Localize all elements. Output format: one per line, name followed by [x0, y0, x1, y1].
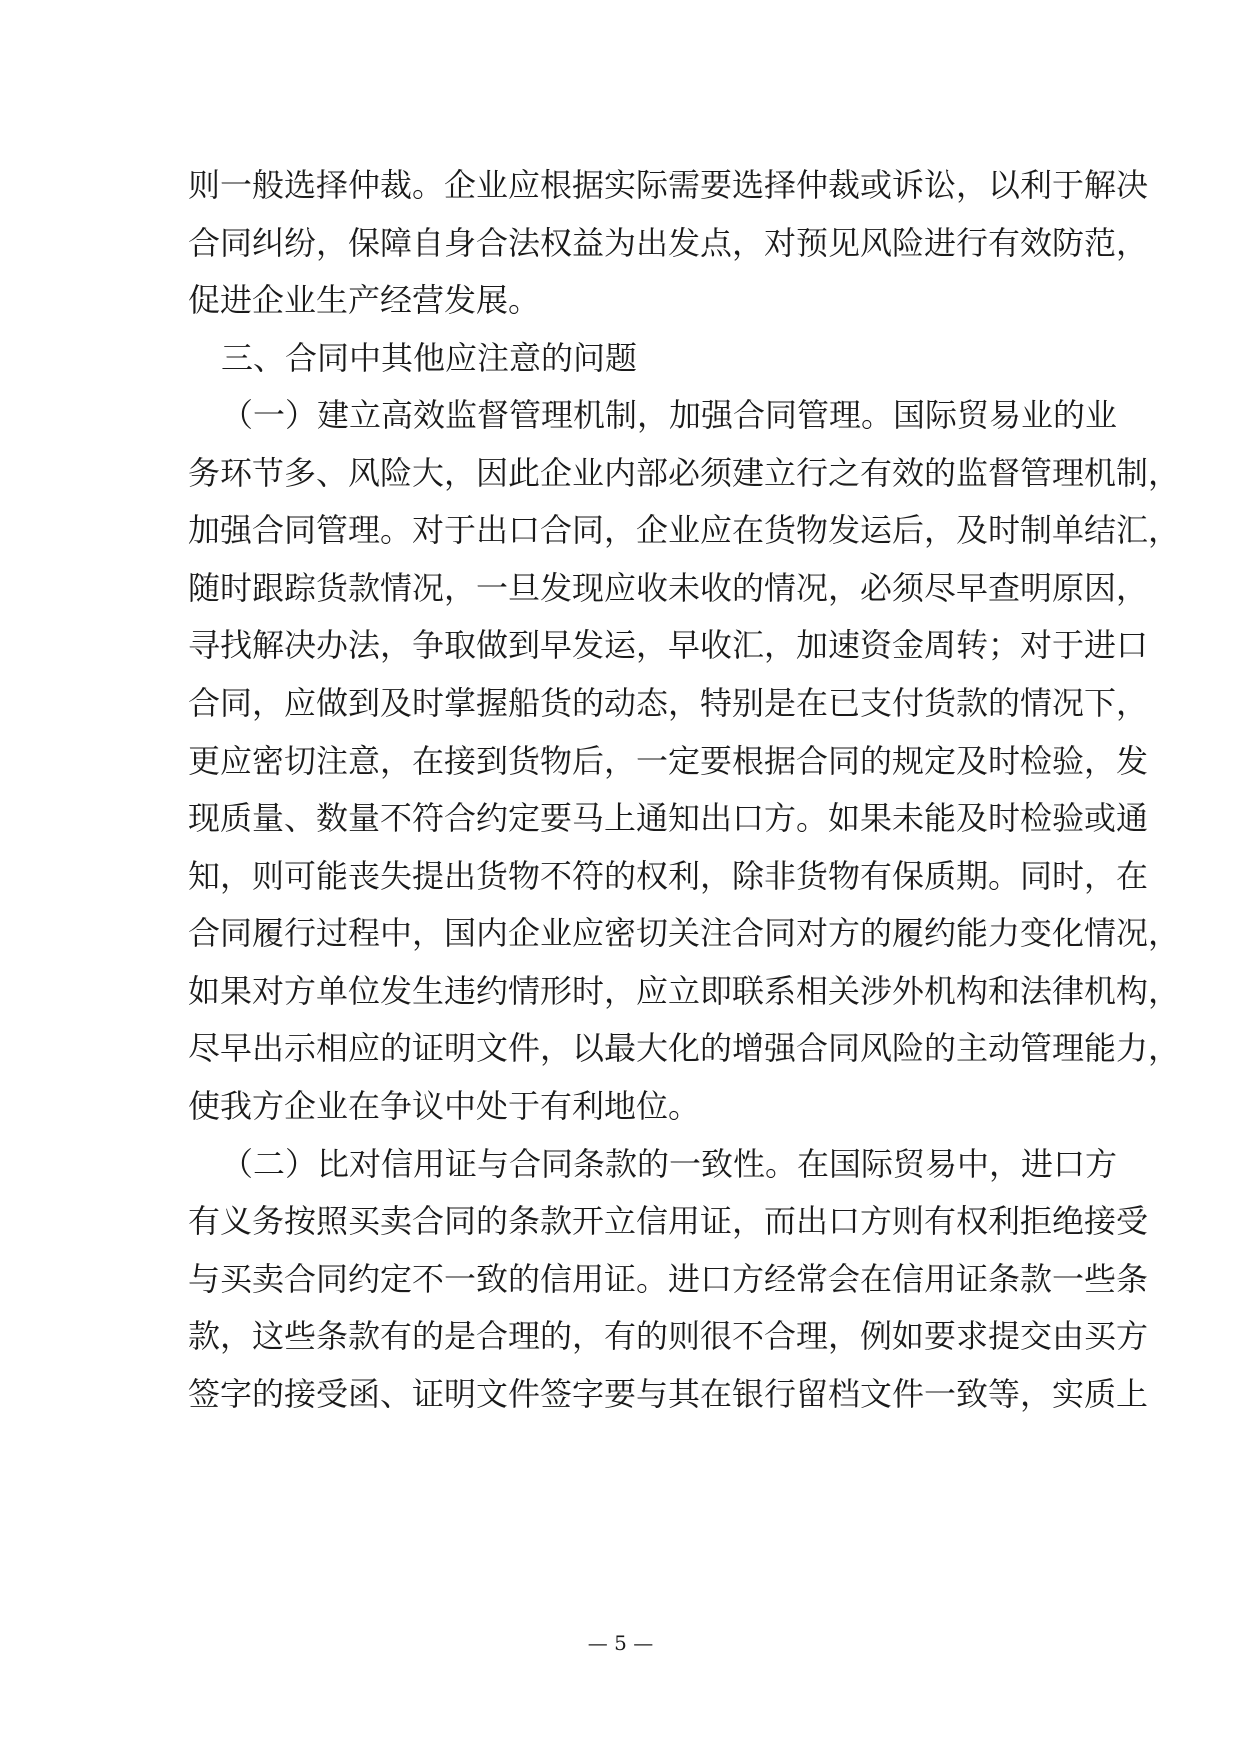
body-text-line: 款，这些条款有的是合理的，有的则很不合理，例如要求提交由买方: [188, 1317, 1149, 1355]
body-text-line: 促进企业生产经营发展。: [188, 281, 541, 319]
body-text-line: 知，则可能丧失提出货物不符的权利，除非货物有保质期。同时，在: [188, 857, 1149, 895]
page-number: — 5 —: [587, 1631, 654, 1655]
body-text-line: 则一般选择仲裁。企业应根据实际需要选择仲裁或诉讼，以利于解决: [188, 166, 1149, 204]
body-text-line: 签字的接受函、证明文件签字要与其在银行留档文件一致等，实质上: [188, 1375, 1149, 1413]
paragraph-first-line: （二）比对信用证与合同条款的一致性。在国际贸易中，进口方: [221, 1145, 1118, 1183]
paragraph-first-line: （一）建立高效监督管理机制，加强合同管理。国际贸易业的业: [221, 396, 1118, 434]
body-text-line: 有义务按照买卖合同的条款开立信用证，而出口方则有权利拒绝接受: [188, 1202, 1149, 1240]
body-text-line: 更应密切注意，在接到货物后，一定要根据合同的规定及时检验，发: [188, 742, 1149, 780]
body-text-line: 与买卖合同约定不一致的信用证。进口方经常会在信用证条款一些条: [188, 1260, 1149, 1298]
body-text-line: 现质量、数量不符合约定要马上通知出口方。如果未能及时检验或通: [188, 799, 1149, 837]
body-text-line: 合同纠纷，保障自身合法权益为出发点，对预见风险进行有效防范，: [188, 224, 1149, 262]
body-text-line: 合同履行过程中，国内企业应密切关注合同对方的履约能力变化情况，: [188, 914, 1181, 952]
body-text-line: 尽早出示相应的证明文件，以最大化的增强合同风险的主动管理能力，: [188, 1029, 1181, 1067]
body-text-line: 使我方企业在争议中处于有利地位。: [188, 1087, 701, 1125]
body-text-line: 寻找解决办法，争取做到早发运，早收汇，加速资金周转；对于进口: [188, 626, 1149, 664]
section-heading: 三、合同中其他应注意的问题: [221, 339, 638, 377]
body-text-line: 如果对方单位发生违约情形时，应立即联系相关涉外机构和法律机构，: [188, 972, 1181, 1010]
body-text-line: 加强合同管理。对于出口合同，企业应在货物发运后，及时制单结汇，: [188, 511, 1181, 549]
body-text-line: 务环节多、风险大，因此企业内部必须建立行之有效的监督管理机制，: [188, 454, 1181, 492]
body-text-line: 随时跟踪货款情况，一旦发现应收未收的情况，必须尽早查明原因，: [188, 569, 1149, 607]
body-text-line: 合同，应做到及时掌握船货的动态，特别是在已支付货款的情况下，: [188, 684, 1149, 722]
